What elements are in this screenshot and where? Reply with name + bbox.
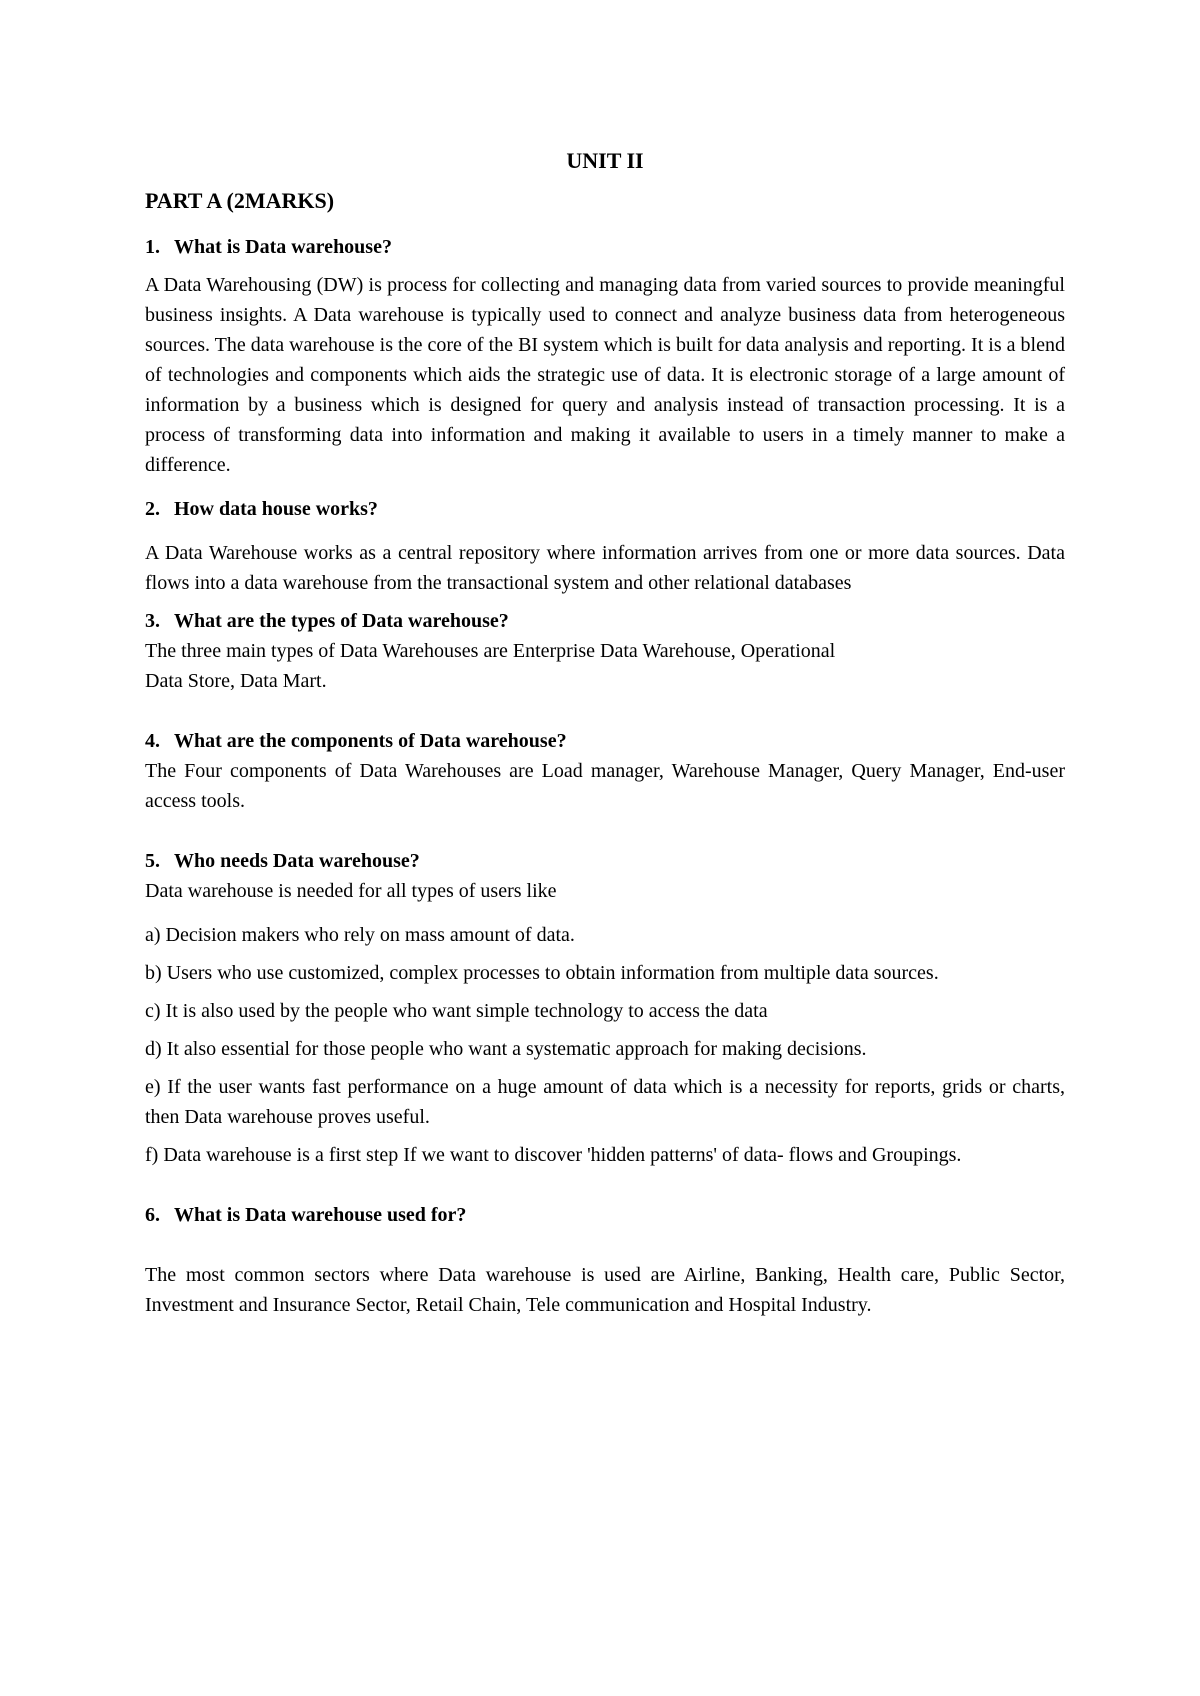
question-number: 4.	[145, 730, 160, 752]
unit-title: UNIT II	[566, 148, 644, 173]
part-title: PART A (2MARKS)	[145, 188, 335, 213]
question-text: How data house works?	[174, 498, 378, 520]
question-number: 6.	[145, 1204, 160, 1226]
list-text: If the user wants fast performance on a huge amount of data which is a necessity for reports, grids or charts, then Data warehouse proves useful.	[145, 1076, 1066, 1128]
answer-2: A Data Warehouse works as a central repository where information arrives from one or more data sources. Data flows into a data warehouse from the transactional system and other relational databases	[145, 542, 1065, 594]
question-1	[145, 232, 1065, 262]
list-text: Users who use customized, complex processes to obtain information from multiple data sources.	[166, 962, 939, 984]
document-page	[145, 146, 1065, 1320]
question-6	[145, 1200, 1065, 1230]
list-item	[145, 958, 1065, 988]
question-text: What are the types of Data warehouse?	[174, 610, 509, 632]
answer-1: A Data Warehousing (DW) is process for collecting and managing data from varied sources to provide meaningful business insights. A Data warehouse is typically used to connect and analyze business data from heterogeneous sources. The data warehouse is the core of the BI system which is built for data analysis and reporting. It is a blend of technologies and components which aids the strategic use of data. It is electronic storage of a large amount of information by a business which is designed for query and analysis instead of transaction processing. It is a process of transforming data into information and making it available to users in a timely manner to make a difference.	[145, 274, 1065, 476]
answer-3-line-1: The three main types of Data Warehouses are Enterprise Data Warehouse, Operational	[145, 640, 836, 662]
list-item	[145, 1140, 1065, 1170]
question-number: 1.	[145, 236, 160, 258]
list-item	[145, 1072, 1065, 1132]
question-number: 2.	[145, 498, 160, 520]
list-item	[145, 1034, 1065, 1064]
question-3	[145, 606, 1065, 636]
question-4	[145, 726, 1065, 756]
list-text: It is also used by the people who want simple technology to access the data	[165, 1000, 768, 1022]
list-item	[145, 996, 1065, 1026]
list-item	[145, 920, 1065, 950]
list-letter: b)	[145, 962, 162, 984]
list-letter: f)	[145, 1144, 159, 1166]
list-letter: d)	[145, 1038, 162, 1060]
question-number: 5.	[145, 850, 160, 872]
list-letter: c)	[145, 1000, 161, 1022]
question-number: 3.	[145, 610, 160, 632]
question-text: What are the components of Data warehouse?	[174, 730, 567, 752]
answer-5-intro: Data warehouse is needed for all types of users like	[145, 880, 557, 902]
question-5	[145, 846, 1065, 876]
question-text: What is Data warehouse used for?	[174, 1204, 467, 1226]
answer-3-line-2: Data Store, Data Mart.	[145, 670, 327, 692]
list-text: Data warehouse is a first step If we want to discover 'hidden patterns' of data- flows and Groupings.	[163, 1144, 962, 1166]
answer-4: The Four components of Data Warehouses are Load manager, Warehouse Manager, Query Manager, End-user access tools.	[145, 760, 1065, 812]
question-2	[145, 494, 1065, 524]
list-text: It also essential for those people who want a systematic approach for making decisions.	[166, 1038, 867, 1060]
answer-6: The most common sectors where Data warehouse is used are Airline, Banking, Health care, Public Sector, Investment and Insurance Sector, Retail Chain, Tele communication and Hospital Industry.	[145, 1264, 1065, 1316]
list-letter: e)	[145, 1076, 161, 1098]
list-letter: a)	[145, 924, 161, 946]
list-text: Decision makers who rely on mass amount of data.	[165, 924, 575, 946]
question-text: What is Data warehouse?	[174, 236, 392, 258]
question-text: Who needs Data warehouse?	[174, 850, 420, 872]
